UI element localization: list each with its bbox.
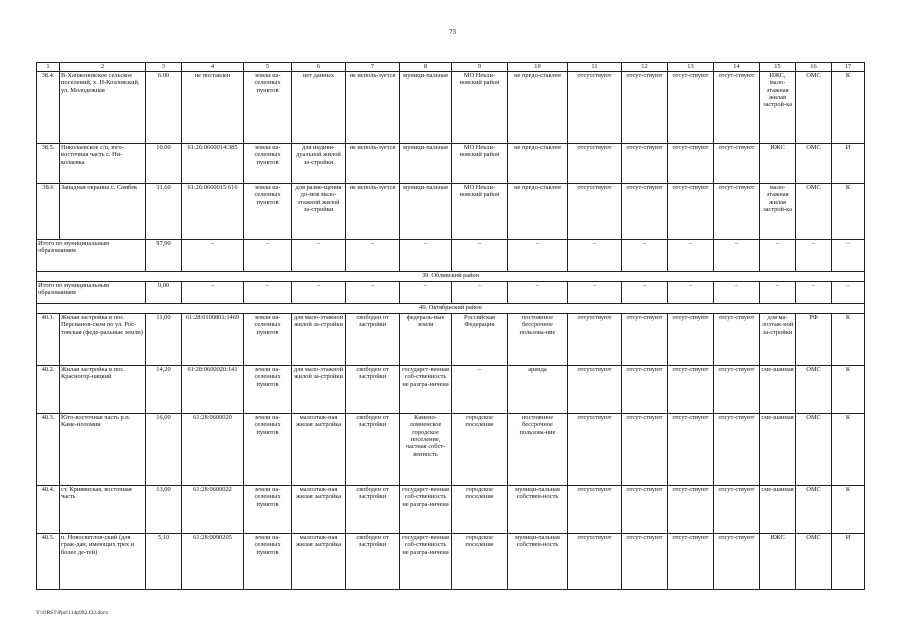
table-cell: ст. Кривянская, восточная часть [60, 486, 146, 534]
table-cell: 10.00 [146, 144, 182, 184]
table-cell: 61:28:0600020:141 [182, 366, 244, 414]
table-cell: 13,00 [146, 486, 182, 534]
table-cell: отсут-ствуют [714, 184, 760, 240]
dash-cell: – [668, 240, 714, 272]
table-cell: 61:28:0090205 [182, 534, 244, 590]
table-cell: отсутствуют [568, 72, 622, 144]
table-cell: отсут-ствуют [622, 144, 668, 184]
table-cell: ОМС [796, 534, 832, 590]
dash-cell: – [622, 282, 668, 304]
dash-cell: – [714, 240, 760, 272]
dash-cell: – [292, 240, 346, 272]
dash-cell: – [182, 240, 244, 272]
table-cell: 40.2. [37, 366, 60, 414]
dash-cell: – [244, 282, 292, 304]
table-cell: отсут-ствуют [668, 414, 714, 486]
column-number-cell: 16 [796, 63, 832, 72]
table-cell: отсутствуют [568, 366, 622, 414]
table-cell: ОМС [796, 486, 832, 534]
dash-cell: – [796, 282, 832, 304]
table-cell: отсутствуют [568, 314, 622, 366]
table-cell: государст-венная соб-ственность не разгра-ничена [400, 486, 452, 534]
table-cell: отсут-ствуют [714, 414, 760, 486]
dash-cell: – [508, 282, 568, 304]
dash-cell: – [244, 240, 292, 272]
column-number-cell: 15 [760, 63, 796, 72]
table-cell: 38.6 [37, 184, 60, 240]
table-cell: Жилая застройка в пос. Красногор-няцкий [60, 366, 146, 414]
table-cell: 38.5. [37, 144, 60, 184]
table-cell: муници-пальная собствен-ность [508, 534, 568, 590]
table-cell: 40.4. [37, 486, 60, 534]
column-number-cell: 1 [37, 63, 60, 72]
table-cell: для мало-этажной жилой за-стройки [292, 366, 346, 414]
section-header-row [37, 304, 865, 314]
table-cell: отсут-ствуют [714, 486, 760, 534]
table-cell: отсут-ствуют [668, 534, 714, 590]
dash-cell: – [832, 282, 865, 304]
dash-cell: – [668, 282, 714, 304]
table-cell: Камено-ломненское городское поселение, частная собст-венность [400, 414, 452, 486]
table-cell: 14,20 [146, 366, 182, 414]
total-label: Итого по муниципальным образованиям [37, 282, 146, 304]
table-cell: 40.1. [37, 314, 60, 366]
table-cell: Юго-восточная часть р.п. Каме-ноломни [60, 414, 146, 486]
dash-cell: – [568, 240, 622, 272]
table-cell: И [832, 534, 865, 590]
table-cell: РФ [796, 314, 832, 366]
column-number-cell: 3 [146, 63, 182, 72]
section-title: 39. Обливский район [37, 272, 865, 282]
dash-cell: – [292, 282, 346, 304]
dash-cell: – [346, 240, 400, 272]
page-number: 73 [449, 28, 456, 36]
total-label: Итого по муниципальным образованиям [37, 240, 146, 272]
table-cell: отсутствуют [568, 534, 622, 590]
table-cell: земли на-селенных пунктов [244, 486, 292, 534]
table-cell: ОМС [796, 366, 832, 414]
table-cell: земли на-селенных пунктов [244, 144, 292, 184]
table-cell: земли на-селенных пунктов [244, 534, 292, 590]
table-cell: отсут-ствуют [714, 72, 760, 144]
table-cell: 5,10 [146, 534, 182, 590]
table-cell: 31.60 [146, 184, 182, 240]
table-cell: отсут-ствуют [668, 72, 714, 144]
table-cell: городское поселение [452, 534, 508, 590]
table-row [37, 184, 865, 240]
table-row [37, 144, 865, 184]
table-cell: В-Хапжоновское сельское поселений, х. Н-Козловский, ул. Молодежная [60, 72, 146, 144]
table-row [37, 314, 865, 366]
dash-cell: – [796, 240, 832, 272]
table-cell: отсут-ствуют [668, 144, 714, 184]
table-cell: 38.4. [37, 72, 60, 144]
table-cell: для индиви-дуальной жилой за-стройки [292, 144, 346, 184]
dash-cell: – [452, 240, 508, 272]
table-cell: 61:26:0600014:385 [182, 144, 244, 184]
table-cell: сме-шанная [760, 486, 796, 534]
table-cell: 40.3. [37, 414, 60, 486]
column-number-cell: 9 [452, 63, 508, 72]
table-cell: не исполь-зуется [346, 72, 400, 144]
table-cell: постоянное бессрочное пользова-ние [508, 414, 568, 486]
table-cell: МО Некли-новский район [452, 184, 508, 240]
table-cell: Жилая застройка в пос. Персианов-ском по ул. Рос-товская (феде-ральные земли) [60, 314, 146, 366]
column-number-cell: 12 [622, 63, 668, 72]
table-cell: отсут-ствуют [714, 144, 760, 184]
table-cell: отсут-ствуют [714, 534, 760, 590]
table-cell: ИЖС, мало-этажная жилая застрой-ка [760, 72, 796, 144]
dash-cell: – [714, 282, 760, 304]
table-cell: отсут-ствуют [622, 184, 668, 240]
table-cell: муници-пальная [400, 144, 452, 184]
table-cell: земли на-селенных пунктов [244, 366, 292, 414]
total-area: 97,90 [146, 240, 182, 272]
column-number-row [37, 63, 865, 72]
table-cell: К [832, 184, 865, 240]
table-cell: отсут-ствуют [622, 414, 668, 486]
table-cell: К [832, 366, 865, 414]
table-cell: сме-шанная [760, 414, 796, 486]
table-cell: ОМС [796, 414, 832, 486]
table-cell: 61:28:0100801:1469 [182, 314, 244, 366]
table-cell: федераль-ные земли [400, 314, 452, 366]
column-number-cell: 8 [400, 63, 452, 72]
table-cell: отсут-ствуют [622, 534, 668, 590]
table-cell: муници-пальная собствен-ность [508, 486, 568, 534]
table-cell: свободен от застройки [346, 486, 400, 534]
table-cell: отсутствуют [568, 144, 622, 184]
table-cell: постоянное бессрочное пользова-ние [508, 314, 568, 366]
table-cell: городское поселение [452, 486, 508, 534]
table-cell: 61:28:0600020 [182, 414, 244, 486]
table-cell: – [452, 366, 508, 414]
table-cell: малоэтаж-ная жилая застройка [292, 486, 346, 534]
table-cell: сме-шанная [760, 366, 796, 414]
table-cell: МО Некли-новский район [452, 144, 508, 184]
table-cell: свободен от застройки [346, 366, 400, 414]
table-cell: муници-пальная [400, 72, 452, 144]
table-cell: отсут-ствуют [622, 72, 668, 144]
table-cell: муници-пальная [400, 184, 452, 240]
section-title: 40. Октябрьский район [37, 304, 865, 314]
table-cell: малоэтаж-ная жилая застройка [292, 414, 346, 486]
table-cell: 6.00 [146, 72, 182, 144]
file-path-footer: Y:\ORST\Ppd\114p992.f22.docx [36, 610, 109, 616]
total-row [37, 282, 865, 304]
total-row [37, 240, 865, 272]
table-row [37, 72, 865, 144]
column-number-cell: 17 [832, 63, 865, 72]
table-cell: отсут-ствуют [714, 314, 760, 366]
table-cell: отсут-ствуют [668, 314, 714, 366]
table-cell: 61:26:0600015:616 [182, 184, 244, 240]
column-number-cell: 13 [668, 63, 714, 72]
table-cell: земли на-селенных пунктов [244, 414, 292, 486]
table-cell: Российская Федерация [452, 314, 508, 366]
table-cell: отсут-ствуют [668, 184, 714, 240]
column-number-cell: 2 [60, 63, 146, 72]
section-header-row [37, 272, 865, 282]
table-cell: свободен от застройки [346, 414, 400, 486]
table-cell: ИЖС [760, 534, 796, 590]
table-cell: К [832, 486, 865, 534]
table-row [37, 486, 865, 534]
table-cell: не исполь-зуется [346, 144, 400, 184]
dash-cell: – [832, 240, 865, 272]
table-cell: малоэтаж-ная жилая застройка [292, 534, 346, 590]
table-cell: К [832, 72, 865, 144]
table-cell: земли на-селенных пунктов [244, 184, 292, 240]
total-area: 0,00 [146, 282, 182, 304]
column-number-cell: 7 [346, 63, 400, 72]
table-cell: Николаевское с/п, юго-восточная часть с. Ни-колаевка [60, 144, 146, 184]
table-cell: МО Некли-новский район [452, 72, 508, 144]
table-cell: 11,00 [146, 314, 182, 366]
table-cell: отсут-ствуют [714, 366, 760, 414]
dash-cell: – [508, 240, 568, 272]
table-cell: отсутствуют [568, 486, 622, 534]
land-plots-table [36, 62, 865, 590]
table-cell: п. Новосветлов-ский (для граж-дан, имеющих трех и более де-тей) [60, 534, 146, 590]
table-cell: отсутствуют [568, 184, 622, 240]
table-cell: мало-этажная жилая застрой-ка [760, 184, 796, 240]
table-cell: не поставлен [182, 72, 244, 144]
table-cell: отсут-ствуют [668, 486, 714, 534]
table-row [37, 534, 865, 590]
table-cell: ОМС [796, 184, 832, 240]
table-cell: не предо-ставлен [508, 184, 568, 240]
table-cell: отсут-ствуют [622, 314, 668, 366]
table-cell: 16,00 [146, 414, 182, 486]
table-cell: отсут-ствуют [668, 366, 714, 414]
table-row [37, 414, 865, 486]
table-cell: земли на-селенных пунктов [244, 72, 292, 144]
table-cell: ИЖС [760, 144, 796, 184]
table-cell: для разме-щения до-мов мало-этажной жилой за-стройки [292, 184, 346, 240]
table-cell: 61:28:0600022 [182, 486, 244, 534]
table-cell: свободен от застройки [346, 314, 400, 366]
dash-cell: – [452, 282, 508, 304]
table-cell: не предо-ставлен [508, 144, 568, 184]
dash-cell: – [568, 282, 622, 304]
column-number-cell: 6 [292, 63, 346, 72]
table-cell: для мало-этажной жилой за-стройки [292, 314, 346, 366]
table-cell: отсут-ствуют [622, 366, 668, 414]
table-cell: ОМС [796, 72, 832, 144]
table-cell: К [832, 414, 865, 486]
table-cell: ОМС [796, 144, 832, 184]
table-cell: К [832, 314, 865, 366]
table-cell: аренда [508, 366, 568, 414]
column-number-cell: 10 [508, 63, 568, 72]
table-cell: земли на-селенных пунктов [244, 314, 292, 366]
dash-cell: – [760, 240, 796, 272]
table-cell: государст-венная соб-ственность не разгра-ничена [400, 366, 452, 414]
table-cell: городское поселение [452, 414, 508, 486]
column-number-cell: 14 [714, 63, 760, 72]
dash-cell: – [400, 240, 452, 272]
column-number-cell: 4 [182, 63, 244, 72]
column-number-cell: 11 [568, 63, 622, 72]
dash-cell: – [346, 282, 400, 304]
table-cell: 40.5. [37, 534, 60, 590]
table-cell: отсутствуют [568, 414, 622, 486]
table-cell: не исполь-зуется [346, 184, 400, 240]
column-number-cell: 5 [244, 63, 292, 72]
table-cell: свободен от застройки [346, 534, 400, 590]
table-row [37, 366, 865, 414]
table-cell: И [832, 144, 865, 184]
table-cell: нет данных [292, 72, 346, 144]
dash-cell: – [622, 240, 668, 272]
dash-cell: – [182, 282, 244, 304]
dash-cell: – [400, 282, 452, 304]
table-cell: государст-венная соб-ственность не разгра-ничена [400, 534, 452, 590]
table-cell: отсут-ствуют [622, 486, 668, 534]
table-cell: Западная окраина с. Самбек [60, 184, 146, 240]
table-cell: для ма-лоэтаж-ной за-стройки [760, 314, 796, 366]
table-cell: не предо-ставлен [508, 72, 568, 144]
dash-cell: – [760, 282, 796, 304]
